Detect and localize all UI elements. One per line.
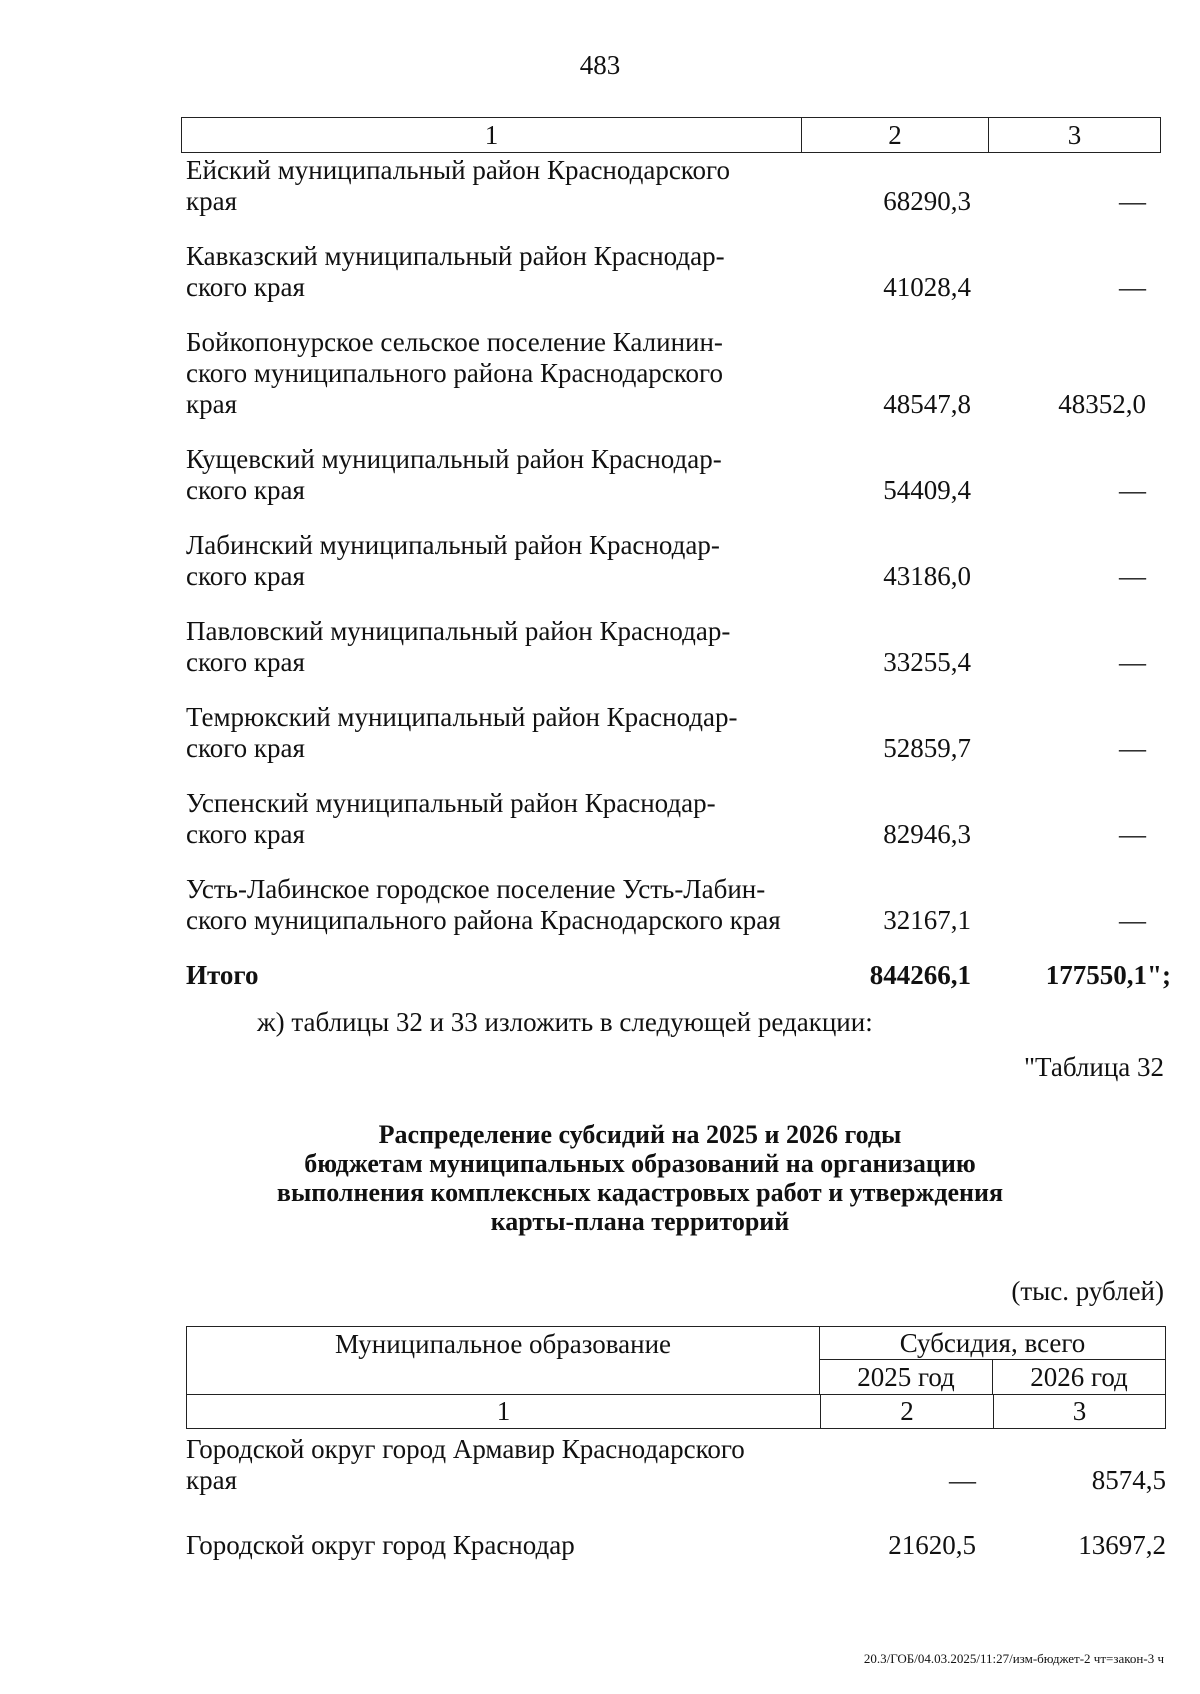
municipality-name <box>186 327 806 420</box>
table1-body <box>186 155 1171 1015</box>
municipality-name-line: Лабинский муниципальный район Краснодар- <box>186 530 720 560</box>
municipality-name-line: Ейский муниципальный район Краснодарского <box>186 155 730 185</box>
municipality-name-line: Бойкопонурское сельское поселение Калинин- <box>186 327 723 357</box>
table-row <box>186 616 1171 678</box>
municipality-name-line: Успенский муниципальный район Краснодар- <box>186 788 716 818</box>
value-col-2: — <box>949 1465 976 1495</box>
value-col-3: — <box>1119 647 1146 677</box>
total-label: Итого <box>186 960 259 990</box>
municipality-name-line: ского края <box>186 733 305 763</box>
municipality-name-line: ского края <box>186 272 305 302</box>
municipality-name-line: Усть-Лабинское городское поселение Усть-Лабин- <box>186 874 766 904</box>
table-label: "Таблица 32 <box>1024 1052 1164 1082</box>
table-row <box>186 1530 1166 1561</box>
page-number: 483 <box>579 50 621 80</box>
value-col-2: 54409,4 <box>883 475 971 505</box>
heading-line: карты-плана территорий <box>490 1207 790 1236</box>
municipality-name-line: Городской округ город Краснодар <box>186 1530 575 1560</box>
table1-header <box>181 117 1161 153</box>
municipality-name <box>186 702 806 764</box>
table2-number-1: 1 <box>187 1395 821 1428</box>
table2-col-year-2026: 2026 год <box>1030 1361 1128 1392</box>
value-col-2: 32167,1 <box>883 905 971 935</box>
table-heading <box>200 1120 1080 1236</box>
units-label: (тыс. рублей) <box>1011 1276 1164 1306</box>
value-col-2: 41028,4 <box>883 272 971 302</box>
table-row <box>186 241 1171 303</box>
municipality-name-line: ского муниципального района Краснодарского <box>186 358 723 388</box>
table2-body <box>186 1434 1166 1595</box>
municipality-name-line: Темрюкский муниципальный район Краснодар- <box>186 702 738 732</box>
municipality-name <box>186 1530 806 1561</box>
table-row <box>186 155 1171 217</box>
table1-header-col-3: 3 <box>1067 119 1082 150</box>
municipality-name <box>186 155 806 217</box>
table2-col-municipality: Муниципальное образование <box>187 1327 820 1394</box>
municipality-name-line: края <box>186 186 238 216</box>
value-col-3: 48352,0 <box>1058 389 1146 419</box>
table-row <box>186 702 1171 764</box>
value-col-3: — <box>1119 186 1146 216</box>
total-value-col-2: 844266,1 <box>869 960 971 990</box>
table-row <box>186 874 1171 936</box>
municipality-name-line: края <box>186 1465 238 1495</box>
table1-header-col-1: 1 <box>182 118 802 152</box>
value-col-2: 68290,3 <box>883 186 971 216</box>
table2-number-3: 3 <box>1072 1396 1087 1426</box>
value-col-3: — <box>1119 561 1146 591</box>
municipality-name <box>186 1434 806 1496</box>
municipality-name-line: ского края <box>186 561 305 591</box>
heading-line: Распределение субсидий на 2025 и 2026 годы <box>378 1120 902 1149</box>
table2-number-2: 2 <box>821 1395 994 1428</box>
municipality-name <box>186 530 806 592</box>
heading-line: выполнения комплексных кадастровых работ и утверждения <box>276 1178 1004 1207</box>
municipality-name-line: ского края <box>186 647 305 677</box>
value-col-3: — <box>1119 905 1146 935</box>
table2-header <box>186 1326 1166 1429</box>
municipality-name-line: ского муниципального района Краснодарского края <box>186 905 781 935</box>
document-footer: 20.3/ГОБ/04.03.2025/11:27/изм-бюджет-2 чт=закон-3 ч <box>863 1651 1164 1666</box>
value-col-2: 33255,4 <box>883 647 971 677</box>
value-col-3: — <box>1119 733 1146 763</box>
municipality-name <box>186 874 806 936</box>
table-row <box>186 788 1171 850</box>
table-row <box>186 327 1171 420</box>
total-row <box>186 960 1171 991</box>
value-col-3: — <box>1119 272 1146 302</box>
value-col-3: 8574,5 <box>1091 1465 1166 1495</box>
value-col-3: — <box>1119 819 1146 849</box>
heading-line: бюджетам муниципальных образований на организацию <box>304 1149 976 1178</box>
value-col-2: 52859,7 <box>883 733 971 763</box>
municipality-name <box>186 444 806 506</box>
value-col-2: 21620,5 <box>888 1530 976 1560</box>
municipality-name-line: края <box>186 389 238 419</box>
total-value-col-3: 177550,1"; <box>1045 960 1171 990</box>
municipality-name <box>186 241 806 303</box>
table-row <box>186 444 1171 506</box>
value-col-3: 13697,2 <box>1078 1530 1166 1560</box>
table2-col-year-2025: 2025 год <box>820 1360 993 1394</box>
value-col-2: 48547,8 <box>883 389 971 419</box>
municipality-name-line: Кущевский муниципальный район Краснодар- <box>186 444 722 474</box>
municipality-name-line: ского края <box>186 819 305 849</box>
municipality-name <box>186 616 806 678</box>
value-col-2: 82946,3 <box>883 819 971 849</box>
municipality-name-line: ского края <box>186 475 305 505</box>
value-col-2: 43186,0 <box>883 561 971 591</box>
municipality-name-line: Павловский муниципальный район Краснодар- <box>186 616 731 646</box>
table2-col-subsidy: Субсидия, всего <box>820 1327 1165 1360</box>
municipality-name-line: Городской округ город Армавир Краснодарского <box>186 1434 745 1464</box>
instruction-text: ж) таблицы 32 и 33 изложить в следующей редакции: <box>257 1007 873 1037</box>
municipality-name-line: Кавказский муниципальный район Краснодар- <box>186 241 725 271</box>
municipality-name <box>186 788 806 850</box>
table-row <box>186 530 1171 592</box>
table1-header-col-2: 2 <box>802 118 989 152</box>
value-col-3: — <box>1119 475 1146 505</box>
table-row <box>186 1434 1166 1496</box>
